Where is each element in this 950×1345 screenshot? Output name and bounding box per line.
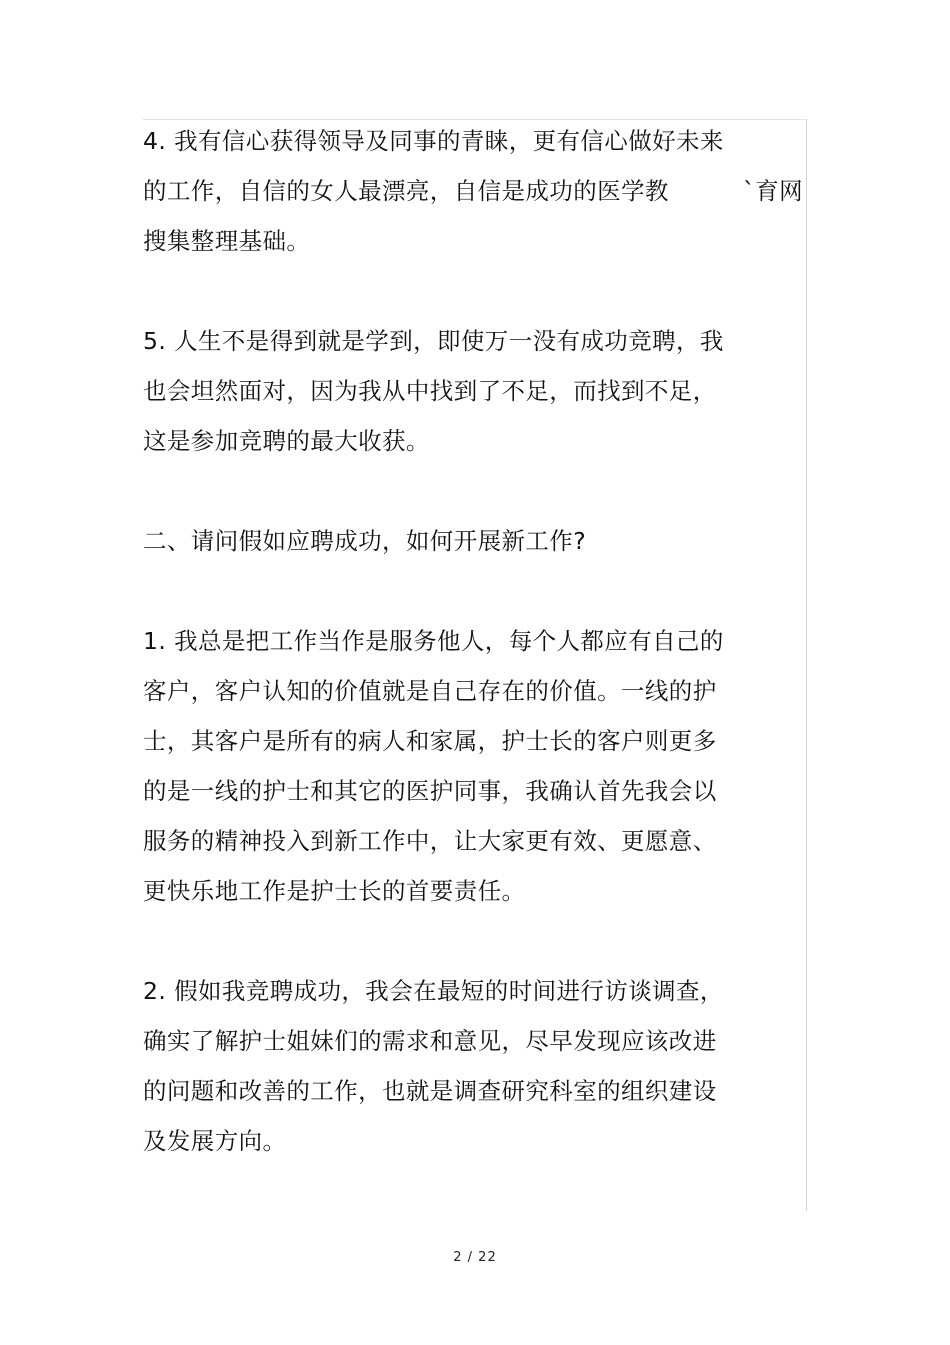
text-line: 服务的精神投入到新工作中，让大家更有效、更愿意、 [143, 827, 717, 855]
paragraph-gap [143, 566, 808, 616]
page-indicator: 2 / 22 [453, 1250, 497, 1265]
text-line: 更快乐地工作是护士长的首要责任。 [143, 877, 526, 905]
text-fragment: 的工作，自信的女人最漂亮，自信是成功的医学教 [143, 177, 669, 205]
text-line: 4. 我有信心获得领导及同事的青睐，更有信心做好未来 [143, 127, 724, 155]
text-line: 搜集整理基础。 [143, 227, 311, 255]
text-line [143, 166, 803, 216]
paragraph-gap [143, 466, 808, 516]
section-heading: 二、请问假如应聘成功，如何开展新工作? [143, 527, 587, 555]
text-line: 2. 假如我竞聘成功，我会在最短的时间进行访谈调查， [143, 977, 724, 1005]
text-line: 的是一线的护士和其它的医护同事，我确认首先我会以 [143, 777, 717, 805]
text-fragment: `育网 [743, 177, 803, 205]
text-line: 客户，客户认知的价值就是自己存在的价值。一线的护 [143, 677, 717, 705]
text-line: 5. 人生不是得到就是学到，即使万一没有成功竞聘，我 [143, 327, 724, 355]
paragraph-gap [143, 266, 808, 316]
document-body [143, 116, 808, 1166]
text-line: 这是参加竞聘的最大收获。 [143, 427, 430, 455]
paragraph-gap [143, 916, 808, 966]
text-line: 也会坦然面对，因为我从中找到了不足，而找到不足， [143, 377, 717, 405]
text-line: 士，其客户是所有的病人和家属，护士长的客户则更多 [143, 727, 717, 755]
text-line: 确实了解护士姐妹们的需求和意见，尽早发现应该改进 [143, 1027, 717, 1055]
text-line: 及发展方向。 [143, 1127, 287, 1155]
text-line: 1. 我总是把工作当作是服务他人，每个人都应有自己的 [143, 627, 724, 655]
text-line: 的问题和改善的工作，也就是调查研究科室的组织建设 [143, 1077, 717, 1105]
